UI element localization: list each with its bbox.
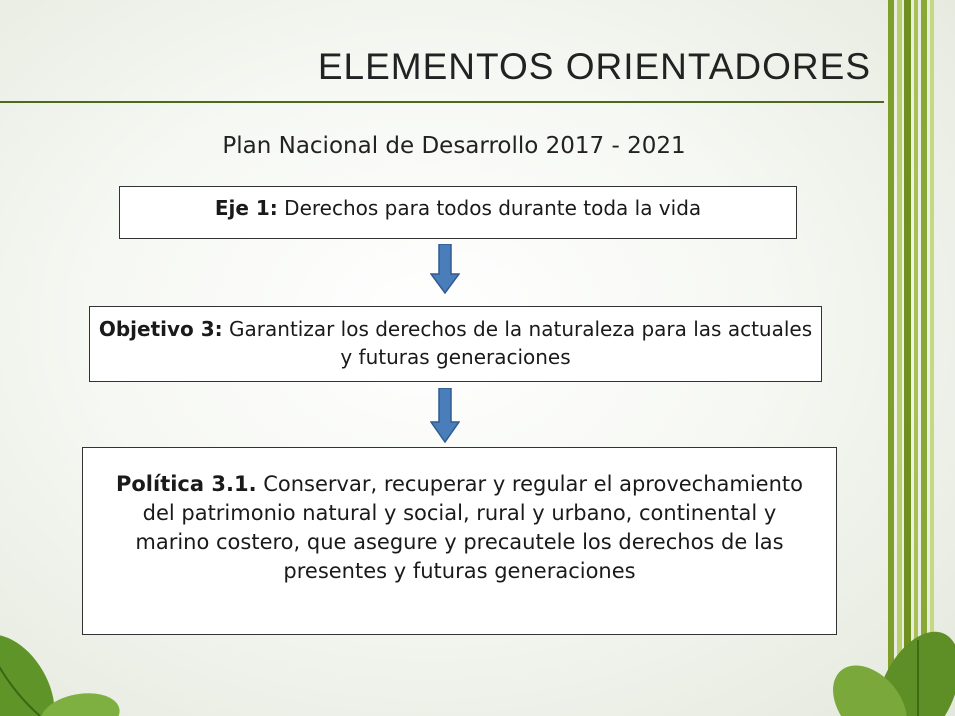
- eje-text: Derechos para todos durante toda la vida: [277, 196, 702, 220]
- down-arrow-icon: [430, 388, 460, 443]
- flow-box-politica: [82, 447, 837, 635]
- politica-text: Conservar, recuperar y regular el aprovechamiento del patrimonio natural y social, rural y urbano, continental y marino costero, que asegure y precautele los derechos de las presentes y futuras generaciones: [135, 472, 803, 583]
- politica-label: Política 3.1.: [115, 472, 257, 496]
- flow-box-objetivo: [89, 306, 822, 382]
- title-underline: [0, 101, 884, 103]
- flow-box-eje: [119, 186, 797, 239]
- objetivo-text: Garantizar los derechos de la naturaleza para las actuales y futuras generaciones: [222, 317, 813, 369]
- leaf-bottom-right: [818, 619, 955, 716]
- slide-title: ELEMENTOS ORIENTADORES: [317, 46, 871, 87]
- slide-subtitle: Plan Nacional de Desarrollo 2017 - 2021: [222, 133, 686, 159]
- eje-label: Eje 1:: [214, 196, 278, 220]
- objetivo-label: Objetivo 3:: [98, 317, 223, 341]
- down-arrow-icon: [430, 244, 460, 294]
